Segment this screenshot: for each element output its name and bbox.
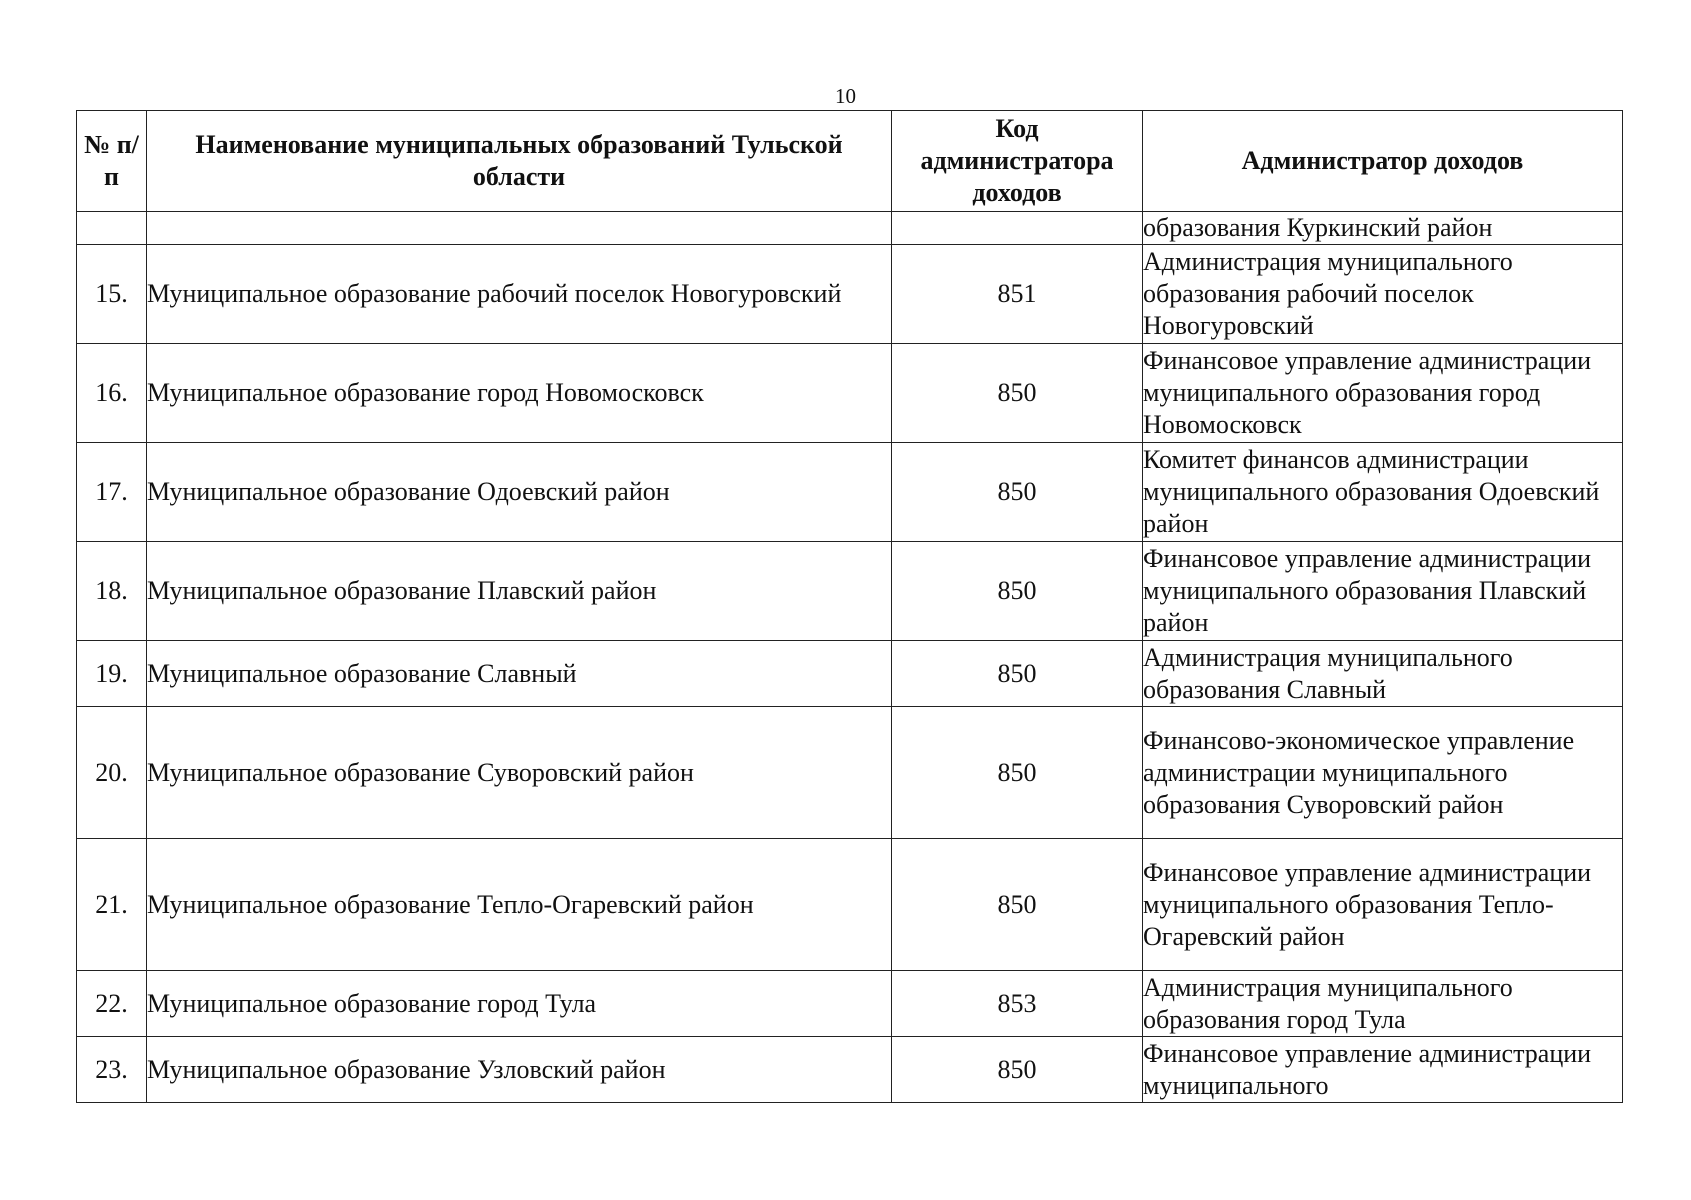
row-admin-cell: Финансовое управление администрации муниципального образования Тепло-Огаревский район bbox=[1143, 839, 1623, 971]
row-name-cell: Муниципальное образование Одоевский район bbox=[147, 443, 892, 542]
row-code-cell: 853 bbox=[892, 971, 1143, 1037]
row-admin-cell: Финансовое управление администрации муниципального образования город Новомосковск bbox=[1143, 344, 1623, 443]
table-row bbox=[77, 344, 1623, 443]
table-row bbox=[77, 839, 1623, 971]
table-row bbox=[77, 1037, 1623, 1103]
continuation-code-cell bbox=[892, 212, 1143, 245]
row-code-cell: 850 bbox=[892, 839, 1143, 971]
row-num-cell: 22. bbox=[77, 971, 147, 1037]
row-name-cell: Муниципальное образование рабочий поселок Новогуровский bbox=[147, 245, 892, 344]
row-code-cell: 850 bbox=[892, 344, 1143, 443]
row-admin-cell: Администрация муниципального образования Славный bbox=[1143, 641, 1623, 707]
row-code-cell: 851 bbox=[892, 245, 1143, 344]
table-row bbox=[77, 707, 1623, 839]
row-name-cell: Муниципальное образование Суворовский район bbox=[147, 707, 892, 839]
row-num-cell: 21. bbox=[77, 839, 147, 971]
row-num-cell: 18. bbox=[77, 542, 147, 641]
row-admin-cell: Финансовое управление администрации муниципального bbox=[1143, 1037, 1623, 1103]
header-admin: Администратор доходов bbox=[1143, 111, 1623, 212]
table-header-row bbox=[77, 111, 1623, 212]
row-code-cell: 850 bbox=[892, 443, 1143, 542]
row-name-cell: Муниципальное образование город Новомосковск bbox=[147, 344, 892, 443]
row-name-cell: Муниципальное образование Тепло-Огаревский район bbox=[147, 839, 892, 971]
continuation-name-cell bbox=[147, 212, 892, 245]
row-admin-cell: Финансовое управление администрации муниципального образования Плавский район bbox=[1143, 542, 1623, 641]
row-num-cell: 19. bbox=[77, 641, 147, 707]
row-num-cell: 16. bbox=[77, 344, 147, 443]
table-row bbox=[77, 542, 1623, 641]
header-code: Код администратора доходов bbox=[892, 111, 1143, 212]
row-num-cell: 23. bbox=[77, 1037, 147, 1103]
row-name-cell: Муниципальное образование Плавский район bbox=[147, 542, 892, 641]
table-row bbox=[77, 245, 1623, 344]
row-code-cell: 850 bbox=[892, 641, 1143, 707]
row-num-cell: 20. bbox=[77, 707, 147, 839]
row-code-cell: 850 bbox=[892, 707, 1143, 839]
row-code-cell: 850 bbox=[892, 542, 1143, 641]
page-number: 10 bbox=[835, 84, 856, 108]
row-admin-cell: Администрация муниципального образования рабочий поселок Новогуровский bbox=[1143, 245, 1623, 344]
header-name: Наименование муниципальных образований Тульской области bbox=[147, 111, 892, 212]
row-admin-cell: Финансово-экономическое управление администрации муниципального образования Суворовский район bbox=[1143, 707, 1623, 839]
continuation-admin-cell: образования Куркинский район bbox=[1143, 212, 1623, 245]
row-name-cell: Муниципальное образование город Тула bbox=[147, 971, 892, 1037]
table-row bbox=[77, 971, 1623, 1037]
row-num-cell: 17. bbox=[77, 443, 147, 542]
row-admin-cell: Администрация муниципального образования город Тула bbox=[1143, 971, 1623, 1037]
table-row bbox=[77, 641, 1623, 707]
administrators-table bbox=[76, 110, 1623, 1103]
continuation-num-cell bbox=[77, 212, 147, 245]
table-row bbox=[77, 443, 1623, 542]
row-num-cell: 15. bbox=[77, 245, 147, 344]
row-name-cell: Муниципальное образование Узловский район bbox=[147, 1037, 892, 1103]
row-code-cell: 850 bbox=[892, 1037, 1143, 1103]
row-name-cell: Муниципальное образование Славный bbox=[147, 641, 892, 707]
table-row-continuation bbox=[77, 212, 1623, 245]
row-admin-cell: Комитет финансов администрации муниципального образования Одоевский район bbox=[1143, 443, 1623, 542]
header-num: № п/п bbox=[77, 111, 147, 212]
